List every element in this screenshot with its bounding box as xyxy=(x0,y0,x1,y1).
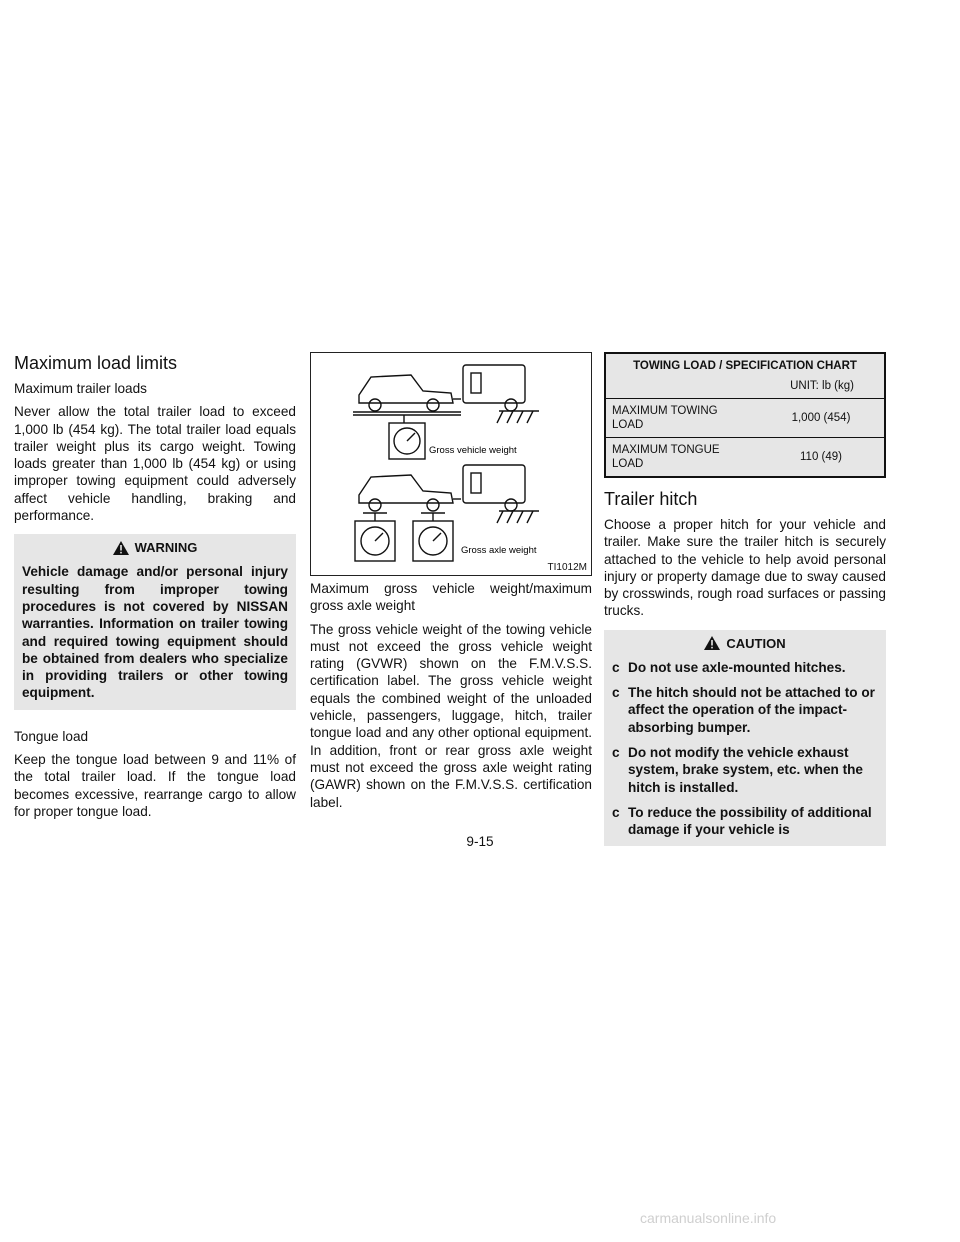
bullet-text: Do not modify the vehicle exhaust system, brake system, etc. when the hitch is installed. xyxy=(628,744,863,795)
paragraph-trailer-loads: Never allow the total trailer load to exceed 1,000 lb (454 kg). The total trailer load equals trailer weight plus its cargo weight. Towing loads greater than 1,000 lb (454 kg) or using improper towing equipment could adversely affect vehicle handling, braking and performance. xyxy=(14,404,296,524)
warning-triangle-icon xyxy=(113,541,129,555)
bullet-text: The hitch should not be attached to or affect the operation of the impact-absorbing bumper. xyxy=(628,685,875,735)
label-gross-vehicle-weight: Gross vehicle weight xyxy=(429,445,517,456)
section-heading-max-load: Maximum load limits xyxy=(14,353,178,373)
weight-illustration xyxy=(310,352,592,576)
warning-title-row xyxy=(22,540,288,555)
bullet-marker: c xyxy=(612,659,620,675)
caution-title-row xyxy=(612,636,878,651)
chart-row-value: 110 (49) xyxy=(800,451,842,463)
warning-text: Vehicle damage and/or personal injury resulting from improper towing procedures is not covered by NISSAN warranties. Information on trailer towing and required towing equipment should be obtained from dealers who specialize in providing trailers or other towing equipment. xyxy=(22,564,288,701)
chart-row-value: 1,000 (454) xyxy=(791,412,851,424)
footer-watermark[interactable]: carmanualsonline.info xyxy=(640,1210,777,1226)
paragraph-tongue-load: Keep the tongue load between 9 and 11% of the total trailer load. If the tongue load becomes excessive, rearrange cargo to allow for proper tongue load. xyxy=(14,752,296,819)
paragraph-gross-weight: The gross vehicle weight of the towing vehicle must not exceed the gross vehicle weight rating (GVWR) shown on the F.M.V.S.S. certification label. The gross vehicle weight equals the combined weight of the unloaded vehicle, passengers, luggage, hitch, trailer tongue load and any other optional equipment. In addition, front or rear gross axle weight must not exceed the gross axle weight rating (GAWR) shown on the F.M.V.S.S. certification label. xyxy=(310,621,592,810)
towing-weight-diagram xyxy=(311,353,591,575)
chart-row-label: MAXIMUM TONGUE LOAD xyxy=(612,444,720,470)
bullet-marker: c xyxy=(612,685,620,701)
warning-box xyxy=(14,534,296,709)
page-number: 9-15 xyxy=(466,834,494,849)
chart-row-towing xyxy=(606,399,884,438)
bullet-text: To reduce the possibility of additional damage if your vehicle is xyxy=(628,804,872,838)
chart-title: TOWING LOAD / SPECIFICATION CHART xyxy=(633,360,857,372)
figure-code: TI1012M xyxy=(547,562,587,573)
warning-triangle-icon xyxy=(704,636,720,650)
warning-title: WARNING xyxy=(134,540,198,556)
chart-header xyxy=(606,354,884,399)
chart-row-tongue xyxy=(606,438,884,476)
column-3 xyxy=(604,352,886,858)
caution-bullet xyxy=(612,744,878,796)
caution-box xyxy=(604,630,886,847)
caution-bullet xyxy=(612,684,878,736)
subheading-tongue-load: Tongue load xyxy=(14,728,89,744)
towing-spec-chart xyxy=(604,352,886,478)
chart-unit: UNIT: lb (kg) xyxy=(790,380,854,392)
column-1 xyxy=(14,352,296,828)
section-heading-trailer-hitch: Trailer hitch xyxy=(604,489,698,509)
column-2 xyxy=(310,352,592,819)
chart-row-label: MAXIMUM TOWING LOAD xyxy=(612,405,718,431)
bullet-marker: c xyxy=(612,744,620,760)
bullet-marker: c xyxy=(612,804,620,820)
subheading-gross-weight: Maximum gross vehicle weight/maximum gross axle weight xyxy=(310,581,592,614)
caution-title: CAUTION xyxy=(726,635,786,651)
paragraph-trailer-hitch: Choose a proper hitch for your vehicle and trailer. Make sure the trailer hitch is securely attached to the vehicle to help avoid personal injury or property damage due to sway caused by crosswinds, rough road surfaces or passing trucks. xyxy=(604,517,886,619)
subheading-trailer-loads: Maximum trailer loads xyxy=(14,381,147,396)
label-gross-axle-weight: Gross axle weight xyxy=(461,545,537,556)
caution-bullet xyxy=(612,659,878,676)
bullet-text: Do not use axle-mounted hitches. xyxy=(628,659,846,675)
